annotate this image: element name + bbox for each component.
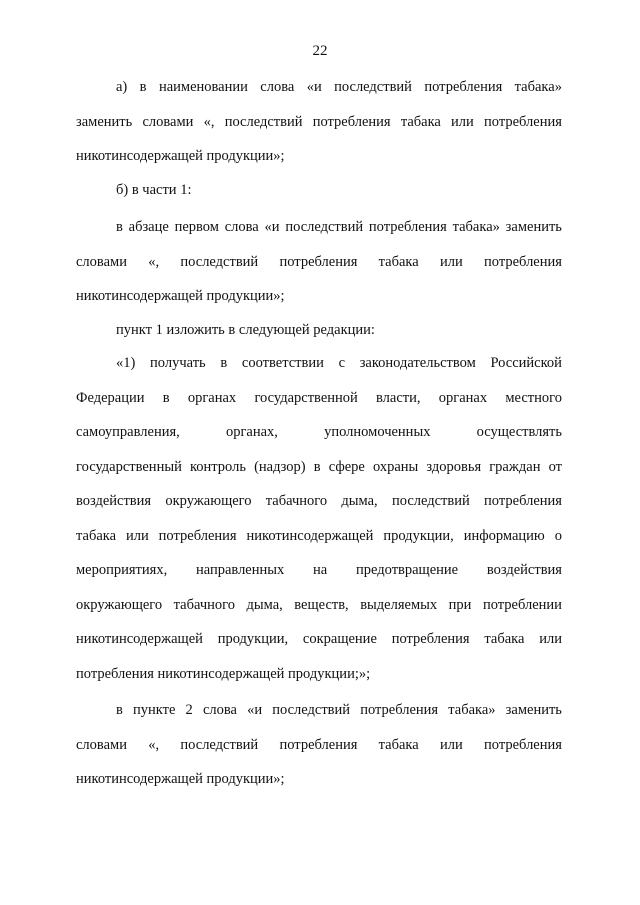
word: наименовании [158, 79, 248, 95]
text-line [76, 415, 562, 450]
word: на [313, 562, 328, 578]
text-line: потребления никотинсодержащей продукции;»; [76, 665, 371, 682]
paragraph-point-2 [76, 693, 562, 797]
word: слова [260, 79, 295, 95]
text-line: никотинсодержащей продукции»; [76, 148, 285, 164]
word: потребления [279, 736, 358, 753]
word: заменить [505, 702, 562, 718]
word: потребления [360, 702, 439, 718]
word: или [439, 253, 463, 270]
word: Российской [490, 355, 562, 371]
text-line [76, 553, 562, 588]
word: продукции, [383, 527, 454, 544]
word: «и [306, 79, 322, 95]
word: мероприятиях, [76, 562, 168, 578]
word: предотвращение [356, 562, 459, 578]
word: или [539, 631, 562, 647]
word: власти, [376, 389, 421, 406]
word: последствий [272, 702, 351, 718]
word: словами [142, 113, 194, 130]
word: потребления [279, 253, 358, 270]
word: осуществлять [476, 424, 562, 440]
word: табака» [448, 702, 496, 718]
text-line [76, 622, 562, 657]
word: потребления [158, 527, 237, 544]
word: дыма, [341, 493, 378, 509]
paragraph-point-1-text [76, 346, 562, 691]
text-line [76, 210, 562, 245]
word: охраны [372, 458, 419, 475]
word: от [548, 458, 562, 475]
word: последствий [180, 736, 259, 753]
word: в [162, 389, 170, 406]
text-line [76, 693, 562, 728]
word: направленных [195, 562, 285, 578]
word: информацию [463, 527, 545, 544]
text-line [76, 728, 562, 763]
word: при [448, 596, 472, 613]
paragraph-point-1-intro [76, 313, 562, 348]
word: сфере [328, 458, 365, 475]
word: «и [247, 702, 263, 718]
word: граждан [489, 458, 541, 475]
word: потребления [484, 493, 562, 509]
word: потребления [391, 631, 470, 647]
text-line [76, 588, 562, 623]
word: потребления [484, 736, 562, 753]
word: контроль [189, 458, 246, 475]
word: сокращение [302, 631, 377, 647]
word: 2 [185, 702, 193, 718]
word: табака [484, 631, 525, 647]
word: (надзор) [254, 458, 306, 475]
word: получать [150, 355, 206, 371]
word: последствий [224, 113, 303, 130]
word: органах [438, 389, 488, 406]
word: органах [187, 389, 237, 406]
word: потребления [368, 219, 447, 235]
word: в [116, 219, 123, 235]
word: «, [203, 113, 215, 130]
text-line [76, 245, 562, 280]
text-line [76, 450, 562, 485]
word: или [125, 527, 149, 544]
page-number: 22 [312, 43, 328, 59]
word: «1) [116, 355, 136, 371]
text-line [76, 381, 562, 416]
word: органах, [225, 424, 278, 440]
word: табачного [265, 493, 328, 509]
word: абзаце [128, 219, 169, 235]
word: слова [224, 219, 259, 235]
word: табачного [173, 596, 235, 613]
word: «и [264, 219, 280, 235]
word: воздействия [486, 562, 562, 578]
word: табака [378, 736, 419, 753]
word: самоуправления, [76, 424, 180, 440]
word: потребления [424, 79, 503, 95]
word: никотинсодержащей [76, 631, 203, 647]
word: «, [148, 253, 160, 270]
text-line: никотинсодержащей продукции»; [76, 288, 285, 304]
word: воздействия [76, 493, 152, 509]
text-line [76, 519, 562, 554]
word: слова [202, 702, 237, 718]
word: «, [148, 736, 160, 753]
word: последствий [285, 219, 364, 235]
word: пункте [133, 702, 176, 718]
word: последствий [180, 253, 259, 270]
text-line [76, 484, 562, 519]
word: окружающего [165, 493, 252, 509]
word: табака [378, 253, 419, 270]
word: государственный [76, 458, 182, 475]
word: дыма, [246, 596, 283, 613]
text-line: никотинсодержащей продукции»; [76, 771, 285, 787]
word: Федерации [76, 389, 145, 406]
text-line [76, 70, 562, 105]
word: выделяемых [360, 596, 438, 613]
word: здоровья [426, 458, 482, 475]
word: или [451, 113, 474, 130]
word: о [554, 527, 562, 544]
word: веществ, [294, 596, 349, 613]
word: местного [505, 389, 562, 406]
word: потребления [312, 113, 391, 130]
paragraph-a-title-change [76, 70, 562, 174]
text-line: б) в части 1: [116, 182, 192, 198]
word: первом [174, 219, 219, 235]
word: никотинсодержащей [246, 527, 374, 544]
word: потребления [484, 253, 562, 270]
word: в [220, 355, 228, 371]
word: потребления [484, 113, 562, 130]
text-line: пункт 1 изложить в следующей редакции: [116, 322, 375, 338]
word: а) [116, 79, 128, 95]
word: табака [400, 113, 441, 130]
word: соответствии [241, 355, 324, 371]
word: в [139, 79, 147, 95]
text-line [76, 105, 562, 140]
paragraph-first-abzac [76, 210, 562, 314]
word: законодательством [359, 355, 476, 371]
word: в [116, 702, 123, 718]
word: последствий [334, 79, 412, 95]
word: табака» [452, 219, 500, 235]
word: табака» [514, 79, 562, 95]
word: с [338, 355, 345, 371]
word: уполномоченных [324, 424, 431, 440]
word: или [439, 736, 463, 753]
word: продукции, [217, 631, 289, 647]
word: заменить [505, 219, 562, 235]
word: словами [76, 736, 127, 753]
text-line [76, 346, 562, 381]
word: заменить [76, 113, 133, 130]
paragraph-b-part-1 [76, 173, 562, 208]
word: в [313, 458, 321, 475]
word: окружающего [76, 596, 163, 613]
word: словами [76, 253, 127, 270]
word: табака [76, 527, 117, 544]
word: государственной [254, 389, 358, 406]
word: потреблении [482, 596, 562, 613]
word: последствий [391, 493, 470, 509]
